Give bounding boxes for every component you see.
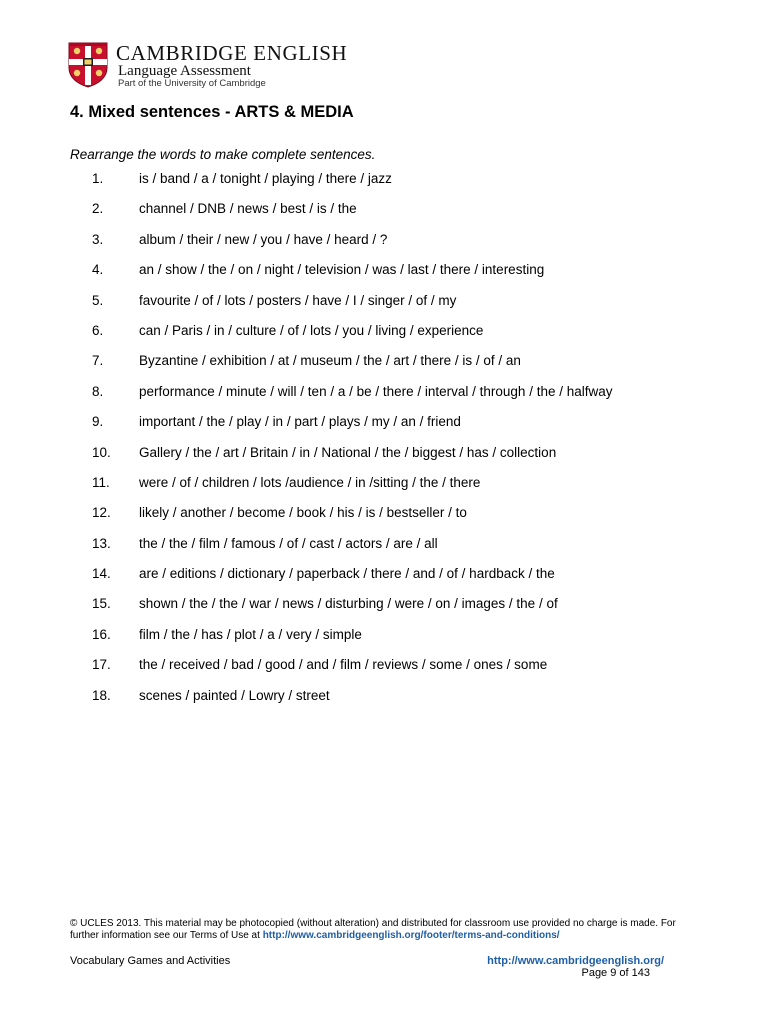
item-number: 6. bbox=[92, 322, 104, 338]
footer-title: Vocabulary Games and Activities bbox=[70, 955, 231, 967]
logo-part-of: Part of the University of Cambridge bbox=[118, 78, 266, 89]
item-number: 7. bbox=[92, 353, 104, 369]
item-number: 9. bbox=[92, 414, 104, 430]
item-words: the / received / bad / good / and / film / reviews / some / ones / some bbox=[139, 657, 548, 673]
item-words: scenes / painted / Lowry / street bbox=[139, 687, 330, 703]
item-number: 17. bbox=[92, 657, 111, 673]
item-number: 18. bbox=[92, 687, 111, 703]
cambridge-shield-icon bbox=[68, 42, 108, 88]
item-words: is / band / a / tonight / playing / there / jazz bbox=[139, 171, 392, 186]
item-words: likely / another / become / book / his / is / bestseller / to bbox=[139, 505, 467, 521]
item-words: film / the / has / plot / a / very / simple bbox=[139, 626, 362, 642]
item-words: important / the / play / in / part / plays / my / an / friend bbox=[139, 414, 461, 430]
item-words: channel / DNB / news / best / is / the bbox=[139, 201, 357, 217]
section-heading: 4. Mixed sentences - ARTS & MEDIA bbox=[70, 103, 354, 121]
item-words: favourite / of / lots / posters / have / I / singer / of / my bbox=[139, 292, 457, 308]
item-number: 12. bbox=[92, 505, 111, 521]
footer-url-link[interactable]: http://www.cambridgeenglish.org/ bbox=[487, 955, 664, 967]
item-words: can / Paris / in / culture / of / lots / you / living / experience bbox=[139, 322, 484, 338]
logo-subtitle: Language Assessment bbox=[118, 63, 251, 79]
item-words: the / the / film / famous / of / cast / actors / are / all bbox=[139, 535, 438, 551]
copyright-notice bbox=[70, 918, 702, 942]
item-number: 10. bbox=[92, 444, 111, 460]
item-number: 2. bbox=[92, 201, 104, 217]
item-number: 13. bbox=[92, 535, 111, 551]
terms-link[interactable]: http://www.cambridgeenglish.org/footer/terms-and-conditions/ bbox=[262, 930, 560, 941]
item-words: album / their / new / you / have / heard / ? bbox=[139, 231, 388, 247]
item-words: were / of / children / lots /audience / in /sitting / the / there bbox=[139, 474, 481, 490]
item-words: Gallery / the / art / Britain / in / National / the / biggest / has / collection bbox=[139, 444, 557, 460]
item-number: 15. bbox=[92, 596, 111, 612]
item-number: 8. bbox=[92, 383, 104, 399]
page-number: Page 9 of 143 bbox=[581, 967, 650, 979]
item-number: 5. bbox=[92, 292, 104, 308]
item-number: 14. bbox=[92, 566, 111, 582]
item-words: Byzantine / exhibition / at / museum / the / art / there / is / of / an bbox=[139, 353, 521, 369]
item-words: are / editions / dictionary / paperback / there / and / of / hardback / the bbox=[139, 566, 555, 582]
item-number: 11. bbox=[92, 474, 110, 490]
item-number: 4. bbox=[92, 262, 104, 278]
item-number: 1. bbox=[92, 171, 104, 186]
item-number: 16. bbox=[92, 626, 111, 642]
instruction-text: Rearrange the words to make complete sentences. bbox=[70, 147, 376, 162]
item-words: an / show / the / on / night / television / was / last / there / interesting bbox=[139, 262, 545, 278]
item-number: 3. bbox=[92, 231, 104, 247]
item-words: shown / the / the / war / news / disturbing / were / on / images / the / of bbox=[139, 596, 558, 612]
item-words: performance / minute / will / ten / a / be / there / interval / through / the / halfway bbox=[139, 383, 613, 399]
copyright-text: © UCLES 2013. This material may be photocopied (without alteration) and distributed for classroom use provided no charge is made. For further information see our Terms of Use at bbox=[70, 918, 676, 941]
logo-name: CAMBRIDGE ENGLISH bbox=[116, 41, 348, 65]
